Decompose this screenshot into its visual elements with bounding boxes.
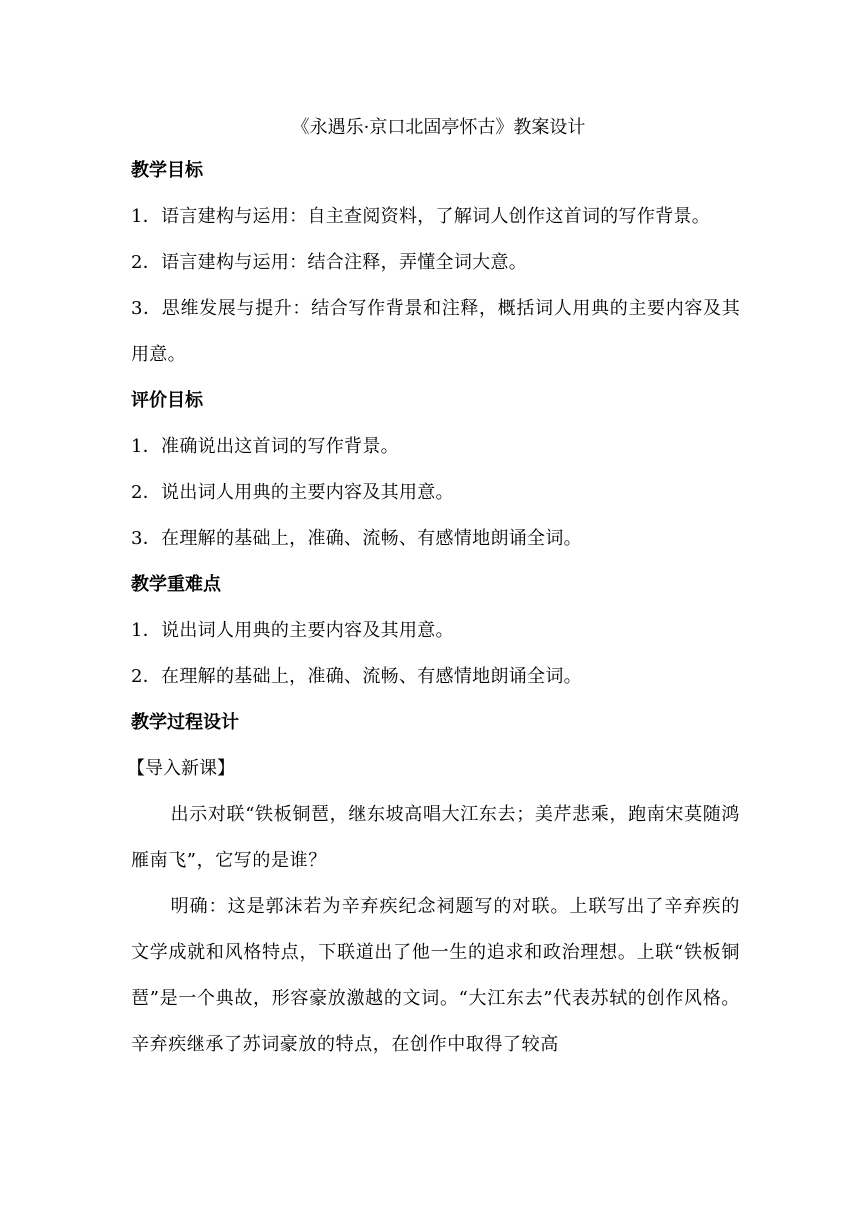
document-title: 《永遇乐·京口北固亭怀古》教案设计: [291, 117, 586, 138]
process-paragraph-2: 明确：这是郭沫若为辛弃疾纪念祠题写的对联。上联写出了辛弃疾的文学成就和风格特点，下联道出了他一生的追求和政治理想。上联“铁板铜琶”是一个典故，形容豪放激越的文词。“大江东去”代表苏轼的创作风格。辛弃疾继承了苏词豪放的特点，在创作中取得了较高: [131, 896, 740, 1055]
subheading-introduction: 【导入新课】: [127, 758, 235, 779]
section-heading-teaching-goals: 教学目标: [131, 160, 203, 181]
goal-item-2: 2．语言建构与运用：结合注释，弄懂全词大意。: [131, 252, 528, 273]
section-teaching-process: [127, 700, 740, 1068]
section-key-points: [131, 562, 740, 700]
section-heading-evaluation-goals: 评价目标: [131, 390, 203, 411]
evaluation-item-2: 2．说出词人用典的主要内容及其用意。: [131, 482, 454, 503]
process-paragraph-1: 出示对联“铁板铜琶，继东坡高唱大江东去；美芹悲乘，跑南宋莫随鸿雁南飞”，它写的是谁？: [131, 804, 740, 871]
key-point-item-1: 1．说出词人用典的主要内容及其用意。: [131, 620, 454, 641]
section-heading-teaching-process: 教学过程设计: [131, 712, 239, 733]
section-teaching-goals: [131, 148, 740, 378]
goal-item-1: 1．语言建构与运用：自主查阅资料，了解词人创作这首词的写作背景。: [131, 206, 711, 227]
goal-item-3: 3．思维发展与提升：结合写作背景和注释，概括词人用典的主要内容及其用意。: [131, 298, 740, 365]
evaluation-item-3: 3．在理解的基础上，准确、流畅、有感情地朗诵全词。: [131, 528, 582, 549]
evaluation-item-1: 1．准确说出这首词的写作背景。: [131, 436, 399, 457]
section-heading-key-points: 教学重难点: [131, 574, 221, 595]
section-evaluation-goals: [131, 378, 740, 562]
key-point-item-2: 2．在理解的基础上，准确、流畅、有感情地朗诵全词。: [131, 666, 582, 687]
